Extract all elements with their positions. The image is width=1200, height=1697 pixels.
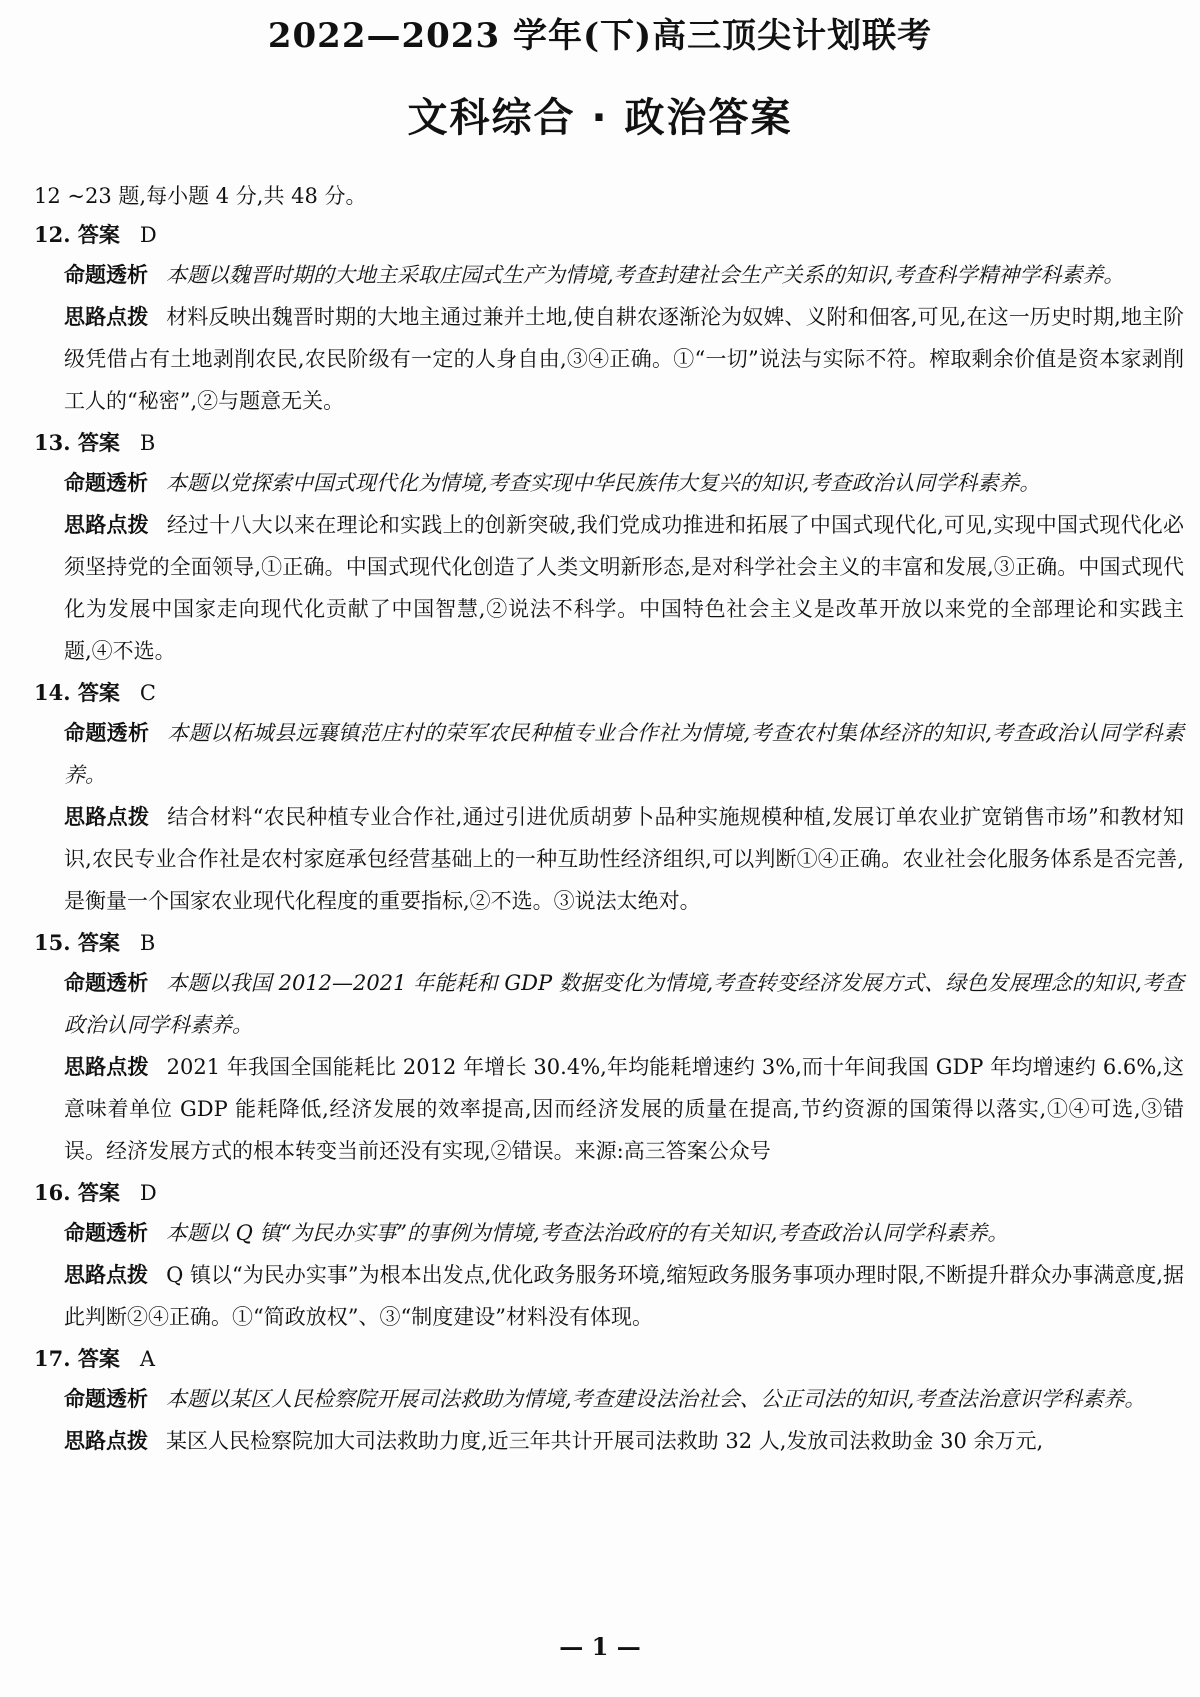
- analysis-paragraph: [64, 962, 1184, 1046]
- hint-paragraph: [64, 796, 1184, 922]
- analysis-paragraph: [64, 462, 1184, 504]
- answer-letter: C: [139, 681, 156, 705]
- analysis-text: 本题以魏晋时期的大地主采取庄园式生产为情境,考查封建社会生产关系的知识,考查科学精神学科素养。: [166, 263, 1125, 287]
- analysis-text: 本题以柘城县远襄镇范庄村的荣军农民种植专业合作社为情境,考查农村集体经济的知识,考查政治认同学科素养。: [64, 721, 1184, 787]
- hint-text: Q 镇以“为民办实事”为根本出发点,优化政务服务环境,缩短政务服务事项办理时限,不断提升群众办事满意度,据此判断②④正确。①“简政放权”、③“制度建设”材料没有体现。: [64, 1263, 1185, 1329]
- hint-label: 思路点拨: [64, 1429, 148, 1453]
- hint-text: 2021 年我国全国能耗比 2012 年增长 30.4%,年均能耗增速约 3%,而十年间我国 GDP 年均增速约 6.6%,这意味着单位 GDP 能耗降低,经济发展的效率提高,因而经济发展的质量在提高,节约资源的国策得以落实,①④可选,③错误。经济发展方式的根本转变当前还没有实现,②错误。来源:高三答案公众号: [64, 1055, 1185, 1163]
- hint-text: 经过十八大以来在理论和实践上的创新突破,我们党成功推进和拓展了中国式现代化,可见,实现中国式现代化必须坚持党的全面领导,①正确。中国式现代化创造了人类文明新形态,是对科学社会主义的丰富和发展,③正确。中国式现代化为发展中国家走向现代化贡献了中国智慧,②说法不科学。中国特色社会主义是改革开放以来党的全部理论和实践主题,④不选。: [64, 513, 1184, 663]
- section-intro: 12 ~23 题,每小题 4 分,共 48 分。: [34, 184, 367, 208]
- question-number: 14. 答案: [34, 680, 120, 705]
- question-14: [34, 674, 1184, 922]
- question-12: [34, 216, 1184, 422]
- hint-text: 材料反映出魏晋时期的大地主通过兼并土地,使自耕农逐渐沦为奴婢、义附和佃客,可见,在这一历史时期,地主阶级凭借占有土地剥削农民,农民阶级有一定的人身自由,③④正确。①“一切”说法与实际不符。榨取剩余价值是资本家剥削工人的“秘密”,②与题意无关。: [64, 305, 1185, 413]
- question-15: [34, 924, 1184, 1172]
- hint-paragraph: [64, 1046, 1184, 1172]
- analysis-text: 本题以某区人民检察院开展司法救助为情境,考查建设法治社会、公正司法的知识,考查法治意识学科素养。: [166, 1387, 1146, 1411]
- hint-text: 结合材料“农民种植专业合作社,通过引进优质胡萝卜品种实施规模种植,发展订单农业扩宽销售市场”和教材知识,农民专业合作社是农村家庭承包经营基础上的一种互助性经济组织,可以判断①④正确。农业社会化服务体系是否完善,是衡量一个国家农业现代化程度的重要指标,②不选。③说法太绝对。: [64, 805, 1184, 913]
- hint-paragraph: [64, 296, 1184, 422]
- analysis-label: 命题透析: [64, 263, 148, 287]
- question-header: [34, 924, 1184, 962]
- analysis-paragraph: [64, 712, 1184, 796]
- answer-letter: D: [139, 223, 157, 247]
- question-17: [34, 1340, 1184, 1462]
- hint-label: 思路点拨: [64, 513, 149, 537]
- page-number: — 1 —: [559, 1632, 641, 1661]
- hint-paragraph: [64, 1254, 1184, 1338]
- analysis-label: 命题透析: [64, 971, 149, 995]
- question-16: [34, 1174, 1184, 1338]
- analysis-label: 命题透析: [64, 1221, 148, 1245]
- answer-letter: D: [139, 1181, 157, 1205]
- answer-letter: B: [139, 931, 156, 955]
- question-number: 17. 答案: [34, 1346, 120, 1371]
- answer-letter: B: [139, 431, 156, 455]
- question-13: [34, 424, 1184, 672]
- hint-label: 思路点拨: [64, 305, 149, 329]
- hint-label: 思路点拨: [64, 1055, 149, 1079]
- question-header: [34, 674, 1184, 712]
- exam-title: 2022—2023 学年(下)高三顶尖计划联考: [267, 16, 933, 56]
- analysis-paragraph: [64, 254, 1184, 296]
- hint-text: 某区人民检察院加大司法救助力度,近三年共计开展司法救助 32 人,发放司法救助金 30 余万元,: [166, 1429, 1044, 1453]
- analysis-paragraph: [64, 1212, 1184, 1254]
- hint-label: 思路点拨: [64, 1263, 149, 1287]
- analysis-text: 本题以我国 2012—2021 年能耗和 GDP 数据变化为情境,考查转变经济发展方式、绿色发展理念的知识,考查政治认同学科素养。: [64, 971, 1184, 1037]
- answer-content: [34, 176, 1184, 1464]
- question-number: 13. 答案: [34, 430, 120, 455]
- analysis-paragraph: [64, 1378, 1184, 1420]
- analysis-label: 命题透析: [64, 721, 150, 745]
- analysis-label: 命题透析: [64, 1387, 148, 1411]
- analysis-label: 命题透析: [64, 471, 148, 495]
- question-number: 15. 答案: [34, 930, 120, 955]
- analysis-text: 本题以党探索中国式现代化为情境,考查实现中华民族伟大复兴的知识,考查政治认同学科素养。: [166, 471, 1041, 495]
- hint-paragraph: [64, 1420, 1184, 1462]
- question-header: [34, 216, 1184, 254]
- analysis-text: 本题以 Q 镇“为民办实事”的事例为情境,考查法治政府的有关知识,考查政治认同学科素养。: [166, 1221, 1009, 1245]
- question-header: [34, 1174, 1184, 1212]
- question-header: [34, 424, 1184, 462]
- answer-letter: A: [139, 1347, 156, 1371]
- question-number: 12. 答案: [34, 222, 120, 247]
- answer-key-subtitle: 文科综合 · 政治答案: [407, 95, 793, 141]
- question-number: 16. 答案: [34, 1180, 120, 1205]
- question-header: [34, 1340, 1184, 1378]
- hint-paragraph: [64, 504, 1184, 672]
- hint-label: 思路点拨: [64, 805, 150, 829]
